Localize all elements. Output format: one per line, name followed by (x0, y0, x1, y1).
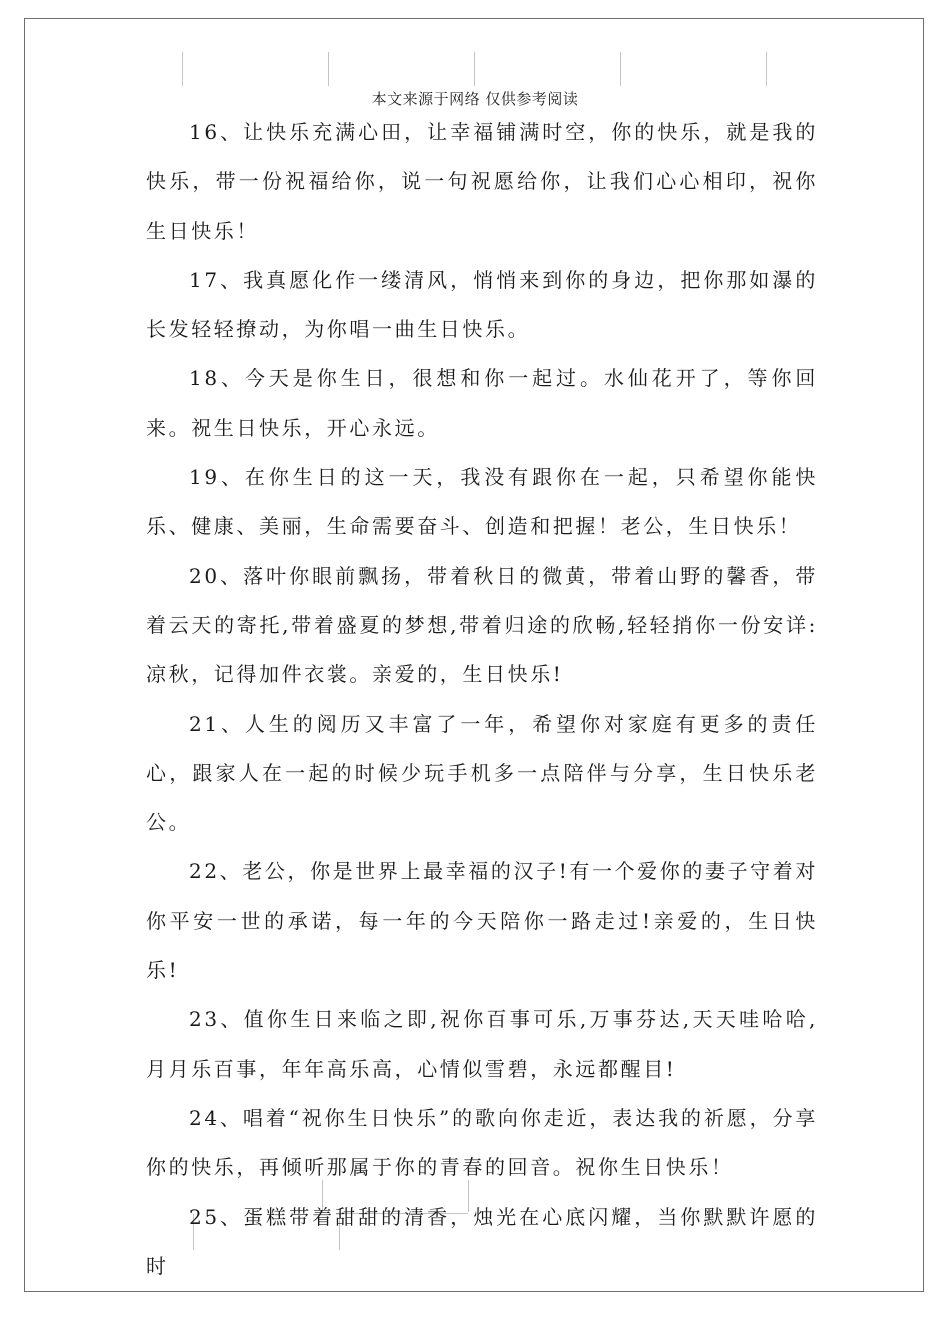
source-note: 本文来源于网络 仅供参考阅读 (371, 90, 579, 108)
paragraph-22: 22、老公，你是世界上最幸福的汉子!有一个爱你的妻子守着对你平安一世的承诺，每一年的今天陪你一路走过!亲爱的，生日快乐! (146, 859, 818, 983)
paragraph-20: 20、落叶你眼前飘扬，带着秋日的微黄，带着山野的馨香，带着云天的寄托,带着盛夏的梦想,带着归途的欣畅,轻轻捎你一份安详:凉秋，记得加件衣裳。亲爱的，生日快乐! (146, 563, 818, 687)
top-tick-mark (620, 52, 621, 86)
document-body (146, 108, 818, 1291)
top-tick-mark (766, 52, 767, 86)
paragraph-17: 17、我真愿化作一缕清风，悄悄来到你的身边，把你那如瀑的长发轻轻撩动，为你唱一曲生日快乐。 (146, 267, 818, 342)
paragraph-24: 24、唱着“祝你生日快乐”的歌向你走近，表达我的祈愿，分享你的快乐，再倾听那属于你的青春的回音。祝你生日快乐！ (146, 1105, 818, 1180)
paragraph-16: 16、让快乐充满心田，让幸福铺满时空，你的快乐，就是我的快乐，带一份祝福给你，说一句祝愿给你，让我们心心相印，祝你生日快乐！ (146, 120, 818, 243)
top-tick-mark (328, 52, 329, 86)
paragraph-18: 18、今天是你生日，很想和你一起过。水仙花开了，等你回来。祝生日快乐，开心永远。 (146, 366, 818, 440)
top-tick-mark (474, 52, 475, 86)
top-tick-mark (182, 52, 183, 86)
paragraph-21: 21、人生的阅历又丰富了一年，希望你对家庭有更多的责任心，跟家人在一起的时候少玩手机多一点陪伴与分享，生日快乐老公。 (146, 711, 818, 835)
paragraph-25: 25、蛋糕带着甜甜的清香，烛光在心底闪耀，当你默默许愿的时 (146, 1204, 818, 1278)
paragraph-23: 23、值你生日来临之即,祝你百事可乐,万事芬达,天天哇哈哈,月月乐百事，年年高乐高，心情似雪碧，永远都醒目! (146, 1007, 818, 1081)
paragraph-19: 19、在你生日的这一天，我没有跟你在一起，只希望你能快乐、健康、美丽，生命需要奋斗、创造和把握！老公，生日快乐！ (146, 465, 818, 539)
